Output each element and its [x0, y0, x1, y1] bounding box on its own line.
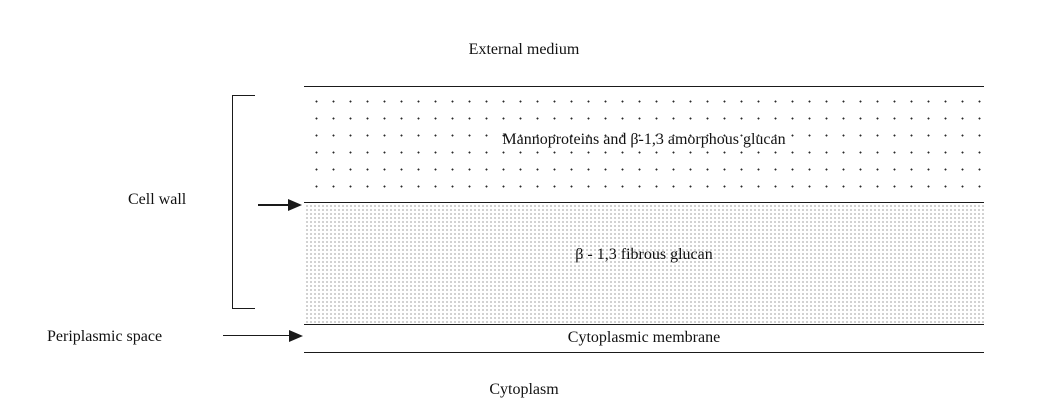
membrane-bottom-line: [304, 352, 984, 353]
cytoplasmic-membrane-label: Cytoplasmic membrane: [567, 329, 721, 346]
arrow-shaft: [258, 204, 292, 206]
cell-envelope-diagram: [304, 86, 984, 354]
cell-wall-arrow-icon: [258, 199, 304, 211]
periplasmic-space-label: Periplasmic space: [47, 328, 163, 345]
arrow-head: [288, 199, 302, 211]
cytoplasm-label: Cytoplasm: [489, 381, 559, 398]
periplasmic-space-arrow-icon: [223, 330, 305, 342]
cell-wall-bracket: [232, 95, 255, 309]
cell-wall-label: Cell wall: [128, 191, 187, 208]
external-medium-label: External medium: [468, 41, 580, 58]
mannoprotein-layer-label: Mannoproteins and β-1,3 amorphous glucan: [502, 131, 786, 148]
arrow-shaft: [223, 335, 293, 336]
membrane-top-line: [304, 324, 984, 325]
fibrous-glucan-layer-label: β - 1,3 fibrous glucan: [575, 246, 713, 263]
arrow-head: [289, 330, 303, 342]
